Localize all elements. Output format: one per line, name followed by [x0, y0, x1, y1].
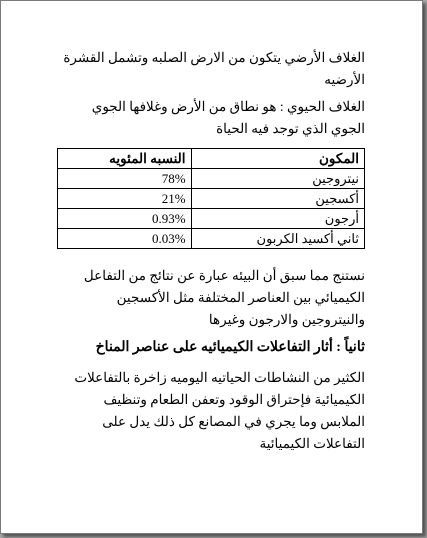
- section-heading: ثانياً : أثار التفاعلات الكيميائيه على عناصر المناخ: [95, 340, 365, 355]
- cell-component: نيتروجين: [191, 169, 364, 189]
- cell-percentage: 78%: [58, 169, 192, 189]
- cell-percentage: 0.93%: [58, 209, 192, 229]
- table-row: [58, 189, 365, 209]
- paragraph-reactions: الكثير من النشاطات الحياتيه اليوميه زاخرة بالتفاعلات الكيميائية فإحتراق الوقود وتعفن الطعام وتنظيف الملابس وما يجري في المصانع كل ذلك يدل على التفاعلات الكيميائية: [74, 370, 365, 451]
- atmosphere-composition-table: [57, 148, 365, 249]
- table-header-row: [58, 149, 365, 169]
- header-percentage: النسبه المئويه: [58, 149, 192, 169]
- document-content: [57, 47, 365, 455]
- table-row: [58, 229, 365, 249]
- table-row: [58, 209, 365, 229]
- paragraph-lithosphere: الغلاف الأرضي يتكون من الارض الصلبه وتشمل القشرة الأرضيه: [63, 50, 365, 87]
- header-component: المكون: [191, 149, 364, 169]
- cell-component: أكسجين: [191, 189, 364, 209]
- cell-component: أرجون: [191, 209, 364, 229]
- paragraph-biosphere: الغلاف الحيوي : هو نطاق من الأرض وغلافها الجوي الجوي الذي توجد فيه الحياة: [91, 99, 365, 136]
- cell-component: ثاني أكسيد الكربون: [191, 229, 364, 249]
- table-row: [58, 169, 365, 189]
- paragraph-conclusion: نستنج مما سبق أن البيئه عبارة عن نتائج من التفاعل الكيميائي بين العناصر المختلفة مثل الأكسجين والنيتروجين والارجون وغيرها: [83, 268, 365, 327]
- cell-percentage: 21%: [58, 189, 192, 209]
- cell-percentage: 0.03%: [58, 229, 192, 249]
